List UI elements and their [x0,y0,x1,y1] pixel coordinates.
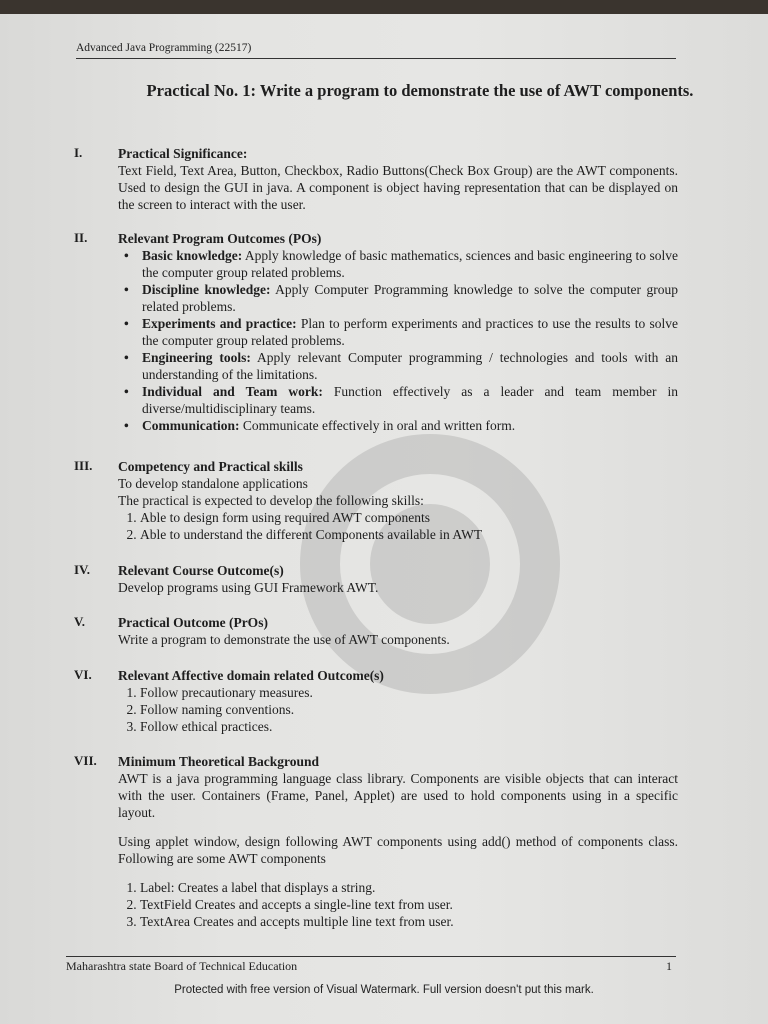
affective-list [118,684,678,735]
list-item: 2. Able to understand the different Components available in AWT [140,526,678,543]
section-heading: Relevant Affective domain related Outcome(s) [118,668,384,683]
list-item: • Basic knowledge: Apply knowledge of basic mathematics, sciences and basic engineering to solve the computer group related problems. [142,247,678,281]
po-list [118,247,678,434]
section-number: V. [74,614,85,629]
section-text: Develop programs using GUI Framework AWT. [118,580,379,595]
list-item: 1. Able to design form using required AWT components [140,509,678,526]
section-number: I. [74,145,83,160]
list-item: • Discipline knowledge: Apply Computer Programming knowledge to solve the computer group related problems. [142,281,678,315]
page-title: Practical No. 1: Write a program to demonstrate the use of AWT components. [146,81,694,100]
section-text: Text Field, Text Area, Button, Checkbox, Radio Buttons(Check Box Group) are the AWT components. Used to design the GUI in java. A component is object having representation that can be displayed on the screen to interact with the user. [118,163,678,212]
section-number: II. [74,230,88,245]
section-heading: Relevant Course Outcome(s) [118,563,284,578]
running-header: Advanced Java Programming (22517) [76,42,252,54]
list-item: 3. TextArea Creates and accepts multiple line text from user. [140,913,678,930]
section-heading: Competency and Practical skills [118,459,303,474]
list-item: 2. Follow naming conventions. [140,701,678,718]
section-text: AWT is a java programming language class library. Components are visible objects that can interact with the user. Containers (Frame, Panel, Applet) are used to hold components using in a specific layout. [118,771,678,820]
section-text: The practical is expected to develop the following skills: [118,493,424,508]
page-number: 1 [666,959,672,973]
watermark-notice: Protected with free version of Visual Watermark. Full version doesn't put this mark. [174,984,594,996]
section-heading: Practical Significance: [118,146,248,161]
section-text: Write a program to demonstrate the use of AWT components. [118,632,450,647]
section-heading: Minimum Theoretical Background [118,754,320,769]
section-heading: Relevant Program Outcomes (POs) [118,231,322,246]
list-item: 1. Label: Creates a label that displays a string. [140,879,678,896]
awt-components-list [118,879,678,930]
list-item: 1. Follow precautionary measures. [140,684,678,701]
section-number: VII. [74,753,97,768]
list-item: • Engineering tools: Apply relevant Computer programming / technologies and tools with an understanding of the limitations. [142,349,678,383]
footer-board: Maharashtra state Board of Technical Education [66,959,298,973]
section-text: To develop standalone applications [118,476,308,491]
section-heading: Practical Outcome (PrOs) [118,615,268,630]
list-item: 3. Follow ethical practices. [140,718,678,735]
section-number: VI. [74,667,92,682]
list-item: • Experiments and practice: Plan to perform experiments and practices to use the results to solve the computer group related problems. [142,315,678,349]
header-divider [76,58,676,59]
section-number: III. [74,458,93,473]
skills-list [118,509,678,543]
list-item: • Individual and Team work: Function effectively as a leader and team member in diverse/multidisciplinary teams. [142,383,678,417]
section-text: Using applet window, design following AWT components using add() method of components class. Following are some AWT components [118,834,678,866]
footer-divider [66,956,676,957]
list-item: 2. TextField Creates and accepts a single-line text from user. [140,896,678,913]
page-footer [66,959,676,974]
section-number: IV. [74,562,91,577]
list-item: • Communication: Communicate effectively in oral and written form. [142,417,678,434]
